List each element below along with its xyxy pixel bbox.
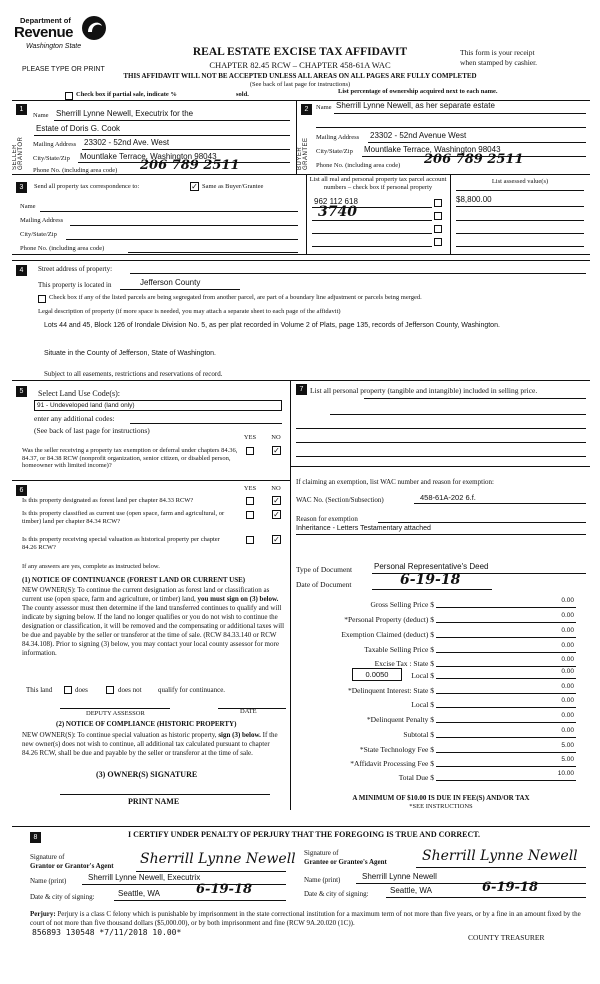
- date-label: DATE: [240, 708, 257, 715]
- section-4-number: 4: [16, 265, 27, 276]
- section-7-number: 7: [296, 384, 307, 395]
- assessed-header: List assessed value(s): [491, 178, 549, 185]
- notice2-body: NEW OWNER(S): To continue special valuation as historic property, sign (3) below. If the new owner(s) does not wish to continue, all additional tax calculated pursuant to chapter 84.26 RCW, shall be due and payable by the seller or transferor at the time of sale.: [22, 731, 278, 757]
- corr-name-label: Name: [20, 203, 36, 210]
- grantor-sig-label-2: Grantor or Grantor's Agent: [30, 862, 114, 870]
- parcel-1-personal-checkbox[interactable]: [434, 199, 442, 207]
- see-back-label: (See back of last page for instructions): [34, 426, 150, 435]
- notice2-title: (2) NOTICE OF COMPLIANCE (HISTORIC PROPERTY): [56, 720, 237, 728]
- parcel-header: List all real and personal property tax parcel account numbers – check box if personal property: [309, 176, 447, 191]
- seller-phone-field[interactable]: 206 789 2511: [140, 158, 240, 173]
- tax-state-value[interactable]: 0.00: [561, 656, 574, 663]
- tax-total-value[interactable]: 10.00: [557, 770, 574, 777]
- grantor-date-field[interactable]: 6-19-18: [196, 882, 253, 897]
- see-instructions-text: *SEE INSTRUCTIONS: [409, 803, 473, 810]
- land-does-checkbox[interactable]: [64, 686, 72, 694]
- s5-q1-no-checkbox[interactable]: ✓: [273, 446, 280, 455]
- buyer-side-label: BUYER GRANTEE: [297, 137, 309, 170]
- s6-q1: Is this property designated as forest land per chapter 84.33 RCW?: [22, 497, 194, 504]
- buyer-phone-label: Phone No. (including area code): [316, 162, 401, 169]
- tax-penalty-label: *Delinquent Penalty $: [366, 715, 434, 724]
- tax-exemption-value[interactable]: 0.00: [561, 627, 574, 634]
- tax-tech-fee-value[interactable]: 5.00: [561, 742, 574, 749]
- s5-no-header: NO: [271, 434, 281, 441]
- section-2-number: 2: [301, 104, 312, 115]
- s6-yes-header: YES: [243, 485, 257, 492]
- grantee-sig-label-1: Signature of: [304, 849, 339, 857]
- section-1-number: 1: [16, 104, 27, 115]
- receipt-note-2: when stamped by cashier.: [460, 58, 538, 67]
- doc-date-label: Date of Document: [296, 580, 352, 589]
- form-title: REAL ESTATE EXCISE TAX AFFIDAVIT: [192, 46, 408, 58]
- same-as-buyer-label: Same as Buyer/Grantee: [202, 183, 264, 190]
- legal-description-label: Legal description of property (if more space is needed, you may attach a separate sheet to each page of the affidavit): [38, 308, 341, 315]
- grantee-name-field[interactable]: Sherrill Lynne Newell: [362, 872, 437, 881]
- section-3-number: 3: [16, 182, 27, 193]
- s6-q2-no-checkbox[interactable]: ✓: [273, 510, 280, 519]
- logo-line1: Department of: [20, 16, 71, 25]
- tax-local-value[interactable]: 0.00: [561, 668, 574, 675]
- assessed-value-1[interactable]: $8,800.00: [456, 195, 492, 204]
- reason-field[interactable]: Inheritance - Letters Testamentary attached: [296, 525, 431, 532]
- s6-q2: Is this property classified as current use (open space, farm and agricultural, or timber) land per chapter 84.34 RCW?: [22, 510, 225, 525]
- tax-processing-fee-label: *Affidavit Processing Fee $: [350, 759, 434, 768]
- section-8-number: 8: [30, 832, 41, 843]
- deputy-assessor-label: DEPUTY ASSESSOR: [86, 710, 145, 717]
- sold-label: sold.: [236, 91, 249, 98]
- s6-q3-no-checkbox[interactable]: ✓: [273, 535, 280, 544]
- buyer-city-label: City/State/Zip: [316, 148, 353, 155]
- legal-description-3[interactable]: Subject to all easements, restrictions and reservations of record.: [44, 370, 223, 378]
- s5-q1: Was the seller receiving a property tax exemption or deferral under chapters 84.36, 84.37, or 84.38 RCW (nonprofit organization, senior citizen, or disabled person, homeowner with limited income)?: [22, 447, 238, 469]
- seller-city-field[interactable]: Mountlake Terrace, Washington 98043: [80, 152, 217, 161]
- grantor-name-label: Name (print): [30, 877, 67, 885]
- this-land-label: This land: [26, 686, 53, 694]
- s5-q1-yes-checkbox[interactable]: [246, 447, 254, 455]
- land-does-not-checkbox[interactable]: [106, 686, 114, 694]
- tax-taxable-value[interactable]: 0.00: [561, 642, 574, 649]
- buyer-city-field[interactable]: Mountlake Terrace, Washington 98043: [364, 145, 501, 154]
- s6-q3-yes-checkbox[interactable]: [246, 536, 254, 544]
- seller-name-field[interactable]: Sherrill Lynne Newell, Executrix for the: [56, 109, 194, 118]
- if-yes-text: If any answers are yes, complete as instructed below.: [22, 563, 160, 570]
- tax-total-label: Total Due $: [398, 773, 434, 782]
- county-field[interactable]: Jefferson County: [140, 278, 201, 287]
- parcel-1-handwritten: 3740: [318, 204, 357, 220]
- seller-city-label: City/State/Zip: [33, 155, 70, 162]
- perjury-text: Perjury: Perjury is a class C felony which is punishable by imprisonment in the state correctional institution for a maximum term of not more than five years, or by a fine in an amount fixed by the court of not more than five thousand dollars ($5,000.00), or by both imprisonment and fine (RCW 9A.20.020 (1C)).: [30, 910, 581, 927]
- tax-exemption-label: Exemption Claimed (deduct) $: [341, 630, 434, 639]
- grantor-date-label: Date & city of signing:: [30, 893, 95, 901]
- legal-description-2[interactable]: Situate in the County of Jefferson, State of Washington.: [44, 350, 216, 357]
- partial-sale-label: Check box if partial sale, indicate %: [76, 91, 177, 98]
- tax-gross-label: Gross Selling Price $: [370, 600, 434, 609]
- tax-personal-label: *Personal Property (deduct) $: [344, 615, 434, 624]
- corr-city-label: City/State/Zip: [20, 231, 57, 238]
- grantor-sig-label-1: Signature of: [30, 853, 65, 861]
- tax-tech-fee-label: *State Technology Fee $: [359, 745, 434, 754]
- corr-mailing-label: Mailing Address: [20, 217, 64, 224]
- segregated-label: Check box if any of the listed parcels are being segregated from another parcel, are part of a boundary line adjustment or parcels being merged.: [49, 294, 422, 301]
- s5-yes-header: YES: [243, 434, 257, 441]
- tax-delinq-local-label: Local $: [411, 700, 434, 709]
- s6-no-header: NO: [271, 485, 281, 492]
- minimum-due-text: A MINIMUM OF $10.00 IS DUE IN FEE(S) AND/OR TAX: [352, 794, 530, 802]
- corr-phone-label: Phone No. (including area code): [20, 245, 105, 252]
- s6-q3: Is this property receiving special valuation as historical property per chapter 84.26 RCW?: [22, 536, 220, 551]
- same-as-buyer-checkbox[interactable]: ✓: [191, 182, 198, 191]
- doc-type-label: Type of Document: [296, 565, 353, 574]
- local-rate-field[interactable]: 0.0050: [352, 668, 402, 681]
- parcel-2-personal-checkbox[interactable]: [434, 212, 442, 220]
- buyer-phone-field[interactable]: 206 789 2511: [424, 152, 524, 167]
- county-treasurer-label: COUNTY TREASURER: [468, 933, 545, 942]
- notice1-body: NEW OWNER(S): To continue the current designation as forest land or classification as current use (open space, farm and agriculture, or timber) land, you must sign on (3) below. The county assessor must then determine if the land transferred continues to qualify and will indicate by signing below. If the land no longer qualifies or you do not wish to continue the designation or classification, it will be removed and the compensating or additional taxes will be due and payable by the seller or transferor at the time of sale. (RCW 84.33.140 or RCW 84.34.108). Prior to signing (3) below, you may contact your local county assessor for more information.: [22, 586, 285, 657]
- tax-delinq-state-label: *Delinquent Interest: State $: [347, 686, 434, 695]
- print-name-label: PRINT NAME: [128, 797, 180, 806]
- parcel-4-personal-checkbox[interactable]: [434, 238, 442, 246]
- grantor-name-field[interactable]: Sherrill Lynne Newell, Executrix: [88, 873, 201, 882]
- tax-subtotal-label: Subtotal $: [403, 730, 434, 739]
- buyer-name-label: Name: [316, 104, 332, 111]
- send-correspondence-label: Send all property tax correspondence to:: [34, 183, 140, 190]
- notice1-title: (1) NOTICE OF CONTINUANCE (FOREST LAND OR CURRENT USE): [22, 576, 246, 584]
- grantor-city-field[interactable]: Seattle, WA: [118, 889, 160, 898]
- seller-name2-field[interactable]: Estate of Doris G. Cook: [36, 124, 121, 133]
- wac-field[interactable]: 458-61A-202 6.f.: [420, 493, 476, 502]
- s6-q1-yes-checkbox[interactable]: [246, 497, 254, 505]
- grantee-date-field[interactable]: 6-19-18: [482, 880, 539, 895]
- qualify-label: qualify for continuance.: [158, 686, 226, 694]
- segregated-checkbox[interactable]: [38, 295, 46, 303]
- dor-logo: [14, 14, 114, 58]
- exemption-label: If claiming an exemption, list WAC number and reason for exemption:: [296, 478, 494, 486]
- tax-delinq-local-value[interactable]: 0.00: [561, 697, 574, 704]
- tax-penalty-value[interactable]: 0.00: [561, 712, 574, 719]
- grantee-city-field[interactable]: Seattle, WA: [390, 886, 432, 895]
- land-does-label: does: [75, 686, 88, 694]
- s6-q2-yes-checkbox[interactable]: [246, 511, 254, 519]
- seller-phone-label: Phone No. (including area code): [33, 167, 118, 174]
- section-5-number: 5: [16, 386, 27, 397]
- buyer-mailing-label: Mailing Address: [316, 134, 360, 141]
- grantee-signature[interactable]: Sherrill Lynne Newell: [422, 848, 578, 864]
- grantor-signature[interactable]: Sherrill Lynne Newell: [140, 851, 296, 867]
- please-type: PLEASE TYPE OR PRINT: [22, 66, 105, 73]
- located-in-label: This property is located in: [38, 281, 112, 289]
- grantee-sig-label-2: Grantee or Grantee's Agent: [304, 858, 387, 866]
- tax-local-label: Local $: [411, 671, 434, 680]
- personal-property-label: List all personal property (tangible and intangible) included in selling price.: [310, 386, 538, 395]
- logo-swirl-icon: [80, 14, 108, 42]
- seller-mailing-field[interactable]: 23302 - 52nd Ave. West: [84, 138, 170, 147]
- tax-gross-value[interactable]: 0.00: [561, 597, 574, 604]
- tax-taxable-label: Taxable Selling Price $: [364, 645, 434, 654]
- parcel-1-field[interactable]: 962 112 618: [314, 197, 358, 206]
- tax-state-label: Excise Tax : State $: [374, 659, 434, 668]
- logo-line2: Revenue: [14, 24, 74, 41]
- tax-delinq-state-value[interactable]: 0.00: [561, 683, 574, 690]
- tax-subtotal-value[interactable]: 0.00: [561, 727, 574, 734]
- doc-date-field[interactable]: 6-19-18: [400, 572, 461, 588]
- land-use-label: Select Land Use Code(s):: [38, 389, 120, 398]
- buyer-name-field[interactable]: Sherrill Lynne Newell, as her separate estate: [336, 101, 495, 110]
- warning-text: THIS AFFIDAVIT WILL NOT BE ACCEPTED UNLESS ALL AREAS ON ALL PAGES ARE FULLY COMPLETED: [123, 72, 477, 80]
- logo-line3: Washington State: [26, 43, 82, 50]
- land-use-select[interactable]: 91 - Undeveloped land (land only): [34, 400, 282, 411]
- see-back-note: (See back of last page for instructions): [249, 81, 351, 88]
- s6-q1-no-checkbox[interactable]: ✓: [273, 496, 280, 505]
- parcel-3-personal-checkbox[interactable]: [434, 225, 442, 233]
- legal-description-1[interactable]: Lots 44 and 45, Block 126 of Irondale Division No. 5, as per plat recorded in Volume 2 of Plats, page 135, records of Jefferson County, Washington.: [44, 322, 500, 329]
- reason-label: Reason for exemption: [296, 515, 358, 523]
- tax-personal-value[interactable]: 0.00: [561, 612, 574, 619]
- treasurer-stamp: 856893 130548 *7/11/2018 10.00*: [32, 928, 184, 937]
- owner-signature-label: (3) OWNER(S) SIGNATURE: [96, 770, 198, 779]
- grantee-date-label: Date & city of signing:: [304, 890, 369, 898]
- section-6-number: 6: [16, 485, 27, 496]
- seller-mailing-label: Mailing Address: [33, 141, 77, 148]
- form-subtitle: CHAPTER 82.45 RCW – CHAPTER 458-61A WAC: [209, 60, 391, 70]
- doc-type-field[interactable]: Personal Representative's Deed: [374, 562, 489, 571]
- seller-name-label: Name: [33, 112, 49, 119]
- receipt-note-1: This form is your receipt: [460, 48, 535, 57]
- additional-codes-label: enter any additional codes:: [34, 414, 115, 423]
- grantee-name-label: Name (print): [304, 876, 341, 884]
- list-pct-label: List percentage of ownership acquired next to each name.: [338, 88, 498, 95]
- street-address-label: Street address of property:: [38, 265, 113, 273]
- wac-label: WAC No. (Section/Subsection): [296, 496, 384, 504]
- certify-text: I CERTIFY UNDER PENALTY OF PERJURY THAT THE FOREGOING IS TRUE AND CORRECT.: [128, 830, 481, 839]
- land-does-not-label: does not: [118, 686, 142, 694]
- buyer-mailing-field[interactable]: 23302 - 52nd Avenue West: [370, 131, 467, 140]
- partial-sale-checkbox[interactable]: [65, 92, 73, 100]
- seller-side-label: SELLER GRANTOR: [12, 136, 24, 170]
- tax-processing-fee-value[interactable]: 5.00: [561, 756, 574, 763]
